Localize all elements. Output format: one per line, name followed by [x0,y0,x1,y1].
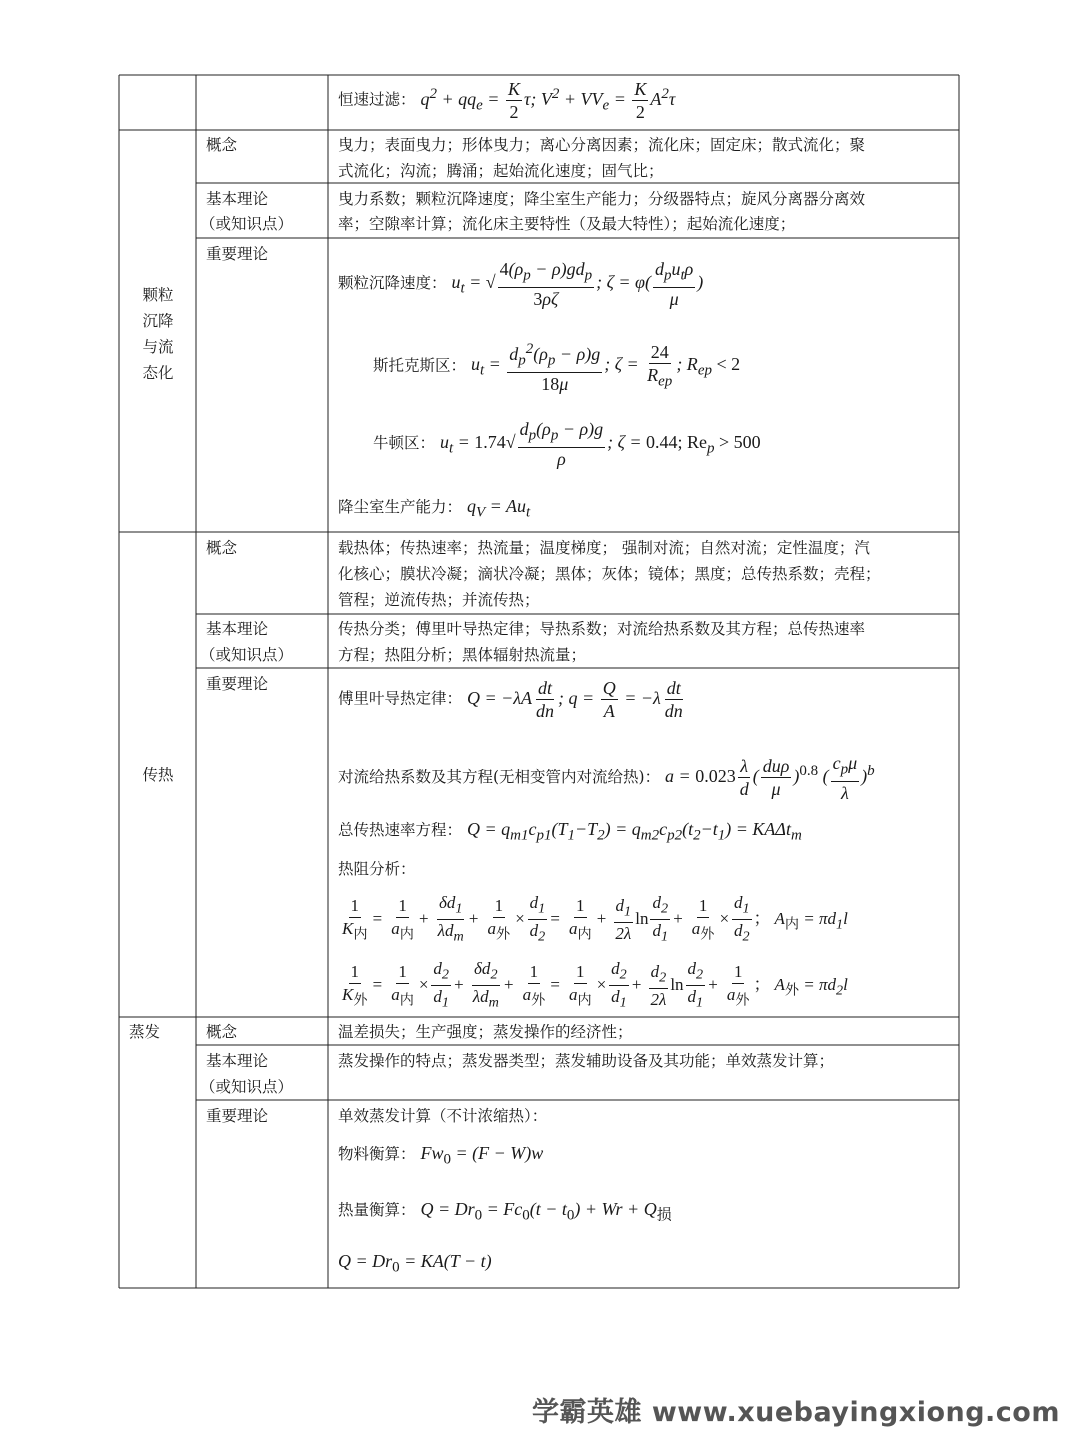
heat-basic-line1: 传热分类；傅里叶导热定律；导热系数；对流给热系数及其方程；总传热速率 [338,620,866,638]
settling-concept-line2: 式流化；沟流；腾涌；起始流化速度；固气比； [338,162,664,180]
settling-concept-label: 概念 [206,136,238,154]
capacity-formula: $q_V = Au_t$ [466,496,531,521]
section-evaporation: 蒸发 [129,1023,161,1041]
material-formula: $Fw_0 = (F - W)w$ [420,1143,544,1168]
resistance-inner-formula: $\frac{1}{K_内}$ = $\frac{1}{a_内}$ + $\frac{\delta d_1}{\lambda d_m}$ + $\frac{1}{a_外}$ × $\frac{d_1}{d_2}$ = $\frac{1}{a_内}$ + $\frac{d_1}{2\lambda}$ ln $\frac{d_2}{d_1}$ + $\frac{1}{a_外}$ × $\frac{d_1}{d_2}$ ； $A_内 = \pi d_1l$ [342,893,848,945]
heat-concept-line3: 管程；逆流传热；并流传热； [338,591,540,609]
settling-important-label: 重要理论 [206,245,269,263]
fourier-formula: Q = −λA $\frac{dt}{dn}$ ; q = $\frac{Q}{A}$ = −λ $\frac{dt}{dn}$ [466,678,683,721]
material-balance: 物料衡算： $Fw_0 = (F - W)w$ [338,1143,544,1168]
settling-basic-line1: 曳力系数；颗粒沉降速度；降尘室生产能力；分级器特点；旋风分离器分离效 [338,190,866,208]
newton-formula: $u_t = 1.74√$ $\frac{d_p(\rho_p - \rho)g}{\rho}$ ; ζ = 0.44; $Re_p > 500$ [439,419,761,469]
convection-equation: 对流给热系数及其方程(无相变管内对流给热)： a = 0.023 $\frac{\lambda}{d}$ ( $\frac{\text{duρ}}{\mu}$ )$^{0.8}$ ( $\frac{c_p\mu}{\lambda}$ )$^b$ [338,753,875,803]
newton-region: 牛顿区： $u_t = 1.74√$ $\frac{d_p(\rho_p - \rho)g}{\rho}$ ; ζ = 0.44; $Re_p > 500$ [373,419,761,469]
stokes-formula: $u_t$ = $\frac{d_p^2(\rho_p - \rho)g}{18\mu}$ ; ζ = $\frac{24}{R_{ep}}$ ; $R_{ep} < 2$ [471,354,740,374]
section-heat: 传热 [142,766,174,784]
evap-concept: 温差损失；生产强度；蒸发操作的经济性； [338,1023,633,1041]
total-heat-rate: 总传热速率方程： $Q = q_{m1}c_{p1}(T_1-T_2) = q_{m2}c_{p2}(t_2-t_1) = KA\Delta t_m$ [338,819,802,844]
watermark: 学霸英雄 www.xuebayingxiong.com [531,1397,1060,1428]
settling-basic-label-1: 基本理论 [206,190,269,208]
heat-basic-line2: 方程；热阻分析；黑体辐射热流量； [338,646,587,664]
resistance-outer [338,958,848,1014]
evap-concept-label: 概念 [206,1023,238,1041]
total-rate-formula: $Q = q_{m1}c_{p1}(T_1-T_2) = q_{m2}c_{p2}(t_2-t_1) = KA\Delta t_m$ [466,819,802,844]
constant-rate-filtration: 恒速过滤： $q^2 + qq_e$ = $\frac{K}{2}$ τ; $V^2 + VV_e$ = $\frac{K}{2}$ $A^2\tau$ [338,79,676,122]
evap-basic: 蒸发操作的特点；蒸发器类型；蒸发辅助设备及其功能；单效蒸发计算； [338,1052,835,1070]
evap-important-label: 重要理论 [206,1107,269,1125]
resistance-inner [338,892,848,948]
resistance-outer-formula: $\frac{1}{K_外}$ = $\frac{1}{a_内}$ × $\frac{d_2}{d_1}$ + $\frac{\delta d_2}{\lambda d_m}$ + $\frac{1}{a_外}$ = $\frac{1}{a_内}$ × $\frac{d_2}{d_1}$ + $\frac{d_2}{2\lambda}$ ln $\frac{d_2}{d_1}$ + $\frac{1}{a_外}$ ； $A_外 = \pi d_2l$ [342,959,848,1011]
settling-chamber-capacity: 降尘室生产能力： $q_V = Au_t$ [338,496,531,521]
evap-basic-label-2: （或知识点） [200,1078,294,1096]
heat-balance: 热量衡算： $Q = Dr_0 = Fc_0(t - t_0) + Wr + Q_损$ [338,1199,672,1224]
stokes-region: 斯托克斯区： $u_t$ = $\frac{d_p^2(\rho_p - \rho)g}{18\mu}$ ; ζ = $\frac{24}{R_{ep}}$ ; $R_{ep} < 2$ [373,338,740,395]
settling-basic-label-2: （或知识点） [200,215,294,233]
fourier-law: 傅里叶导热定律： Q = −λA $\frac{dt}{dn}$ ; q = $\frac{Q}{A}$ = −λ $\frac{dt}{dn}$ [338,677,687,722]
heat-basic-label-2: （或知识点） [200,646,294,664]
evap-final-formula: $Q = Dr_0 = KA(T - t)$ [338,1251,492,1276]
single-effect-label: 单效蒸发计算（不计浓缩热）： [338,1107,548,1125]
convection-formula: a = 0.023 $\frac{\lambda}{d}$ ( $\frac{\text{duρ}}{\mu}$ )$^{0.8}$ ( $\frac{c_p\mu}{\lambda}$ )$^b$ [665,753,875,803]
settling-velocity: 颗粒沉降速度： $u_t$ = √ $\frac{4(\rho_p - \rho)gd_p}{3\rho\zeta}$ ; ζ = φ( $\frac{d_pu_t\rho}{\mu}$ ) [338,259,704,309]
heat-concept-line2: 化核心；膜状冷凝；滴状冷凝；黑体；灰体；镜体；黑度；总传热系数；壳程； [338,565,881,583]
evap-basic-label-1: 基本理论 [206,1052,269,1070]
heat-balance-formula: $Q = Dr_0 = Fc_0(t - t_0) + Wr + Q_损$ [420,1199,672,1224]
heat-concept-label: 概念 [206,539,238,557]
heat-basic-label-1: 基本理论 [206,620,269,638]
settling-velocity-formula: $u_t$ = √ $\frac{4(\rho_p - \rho)gd_p}{3\rho\zeta}$ ; ζ = φ( $\frac{d_pu_t\rho}{\mu}$ ) [451,259,704,309]
heat-concept-line1: 载热体；传热速率；热流量；温度梯度； 强制对流；自然对流；定性温度；汽 [338,539,870,557]
heat-important-label: 重要理论 [206,675,269,693]
settling-concept-line1: 曳力；表面曳力；形体曳力；离心分离因素；流化床；固定床；散式流化；聚 [338,136,866,154]
constant-rate-formula: $q^2 + qq_e$ = $\frac{K}{2}$ τ; $V^2 + VV_e$ = $\frac{K}{2}$ $A^2\tau$ [420,79,676,122]
settling-basic-line2: 率；空隙率计算；流化床主要特性（及最大特性）；起始流化速度； [338,215,796,233]
evap-final-equation [338,1248,492,1281]
section-settling: 颗粒 沉降 与流 态化 [142,286,174,382]
thermal-resistance-label: 热阻分析： [338,860,416,878]
